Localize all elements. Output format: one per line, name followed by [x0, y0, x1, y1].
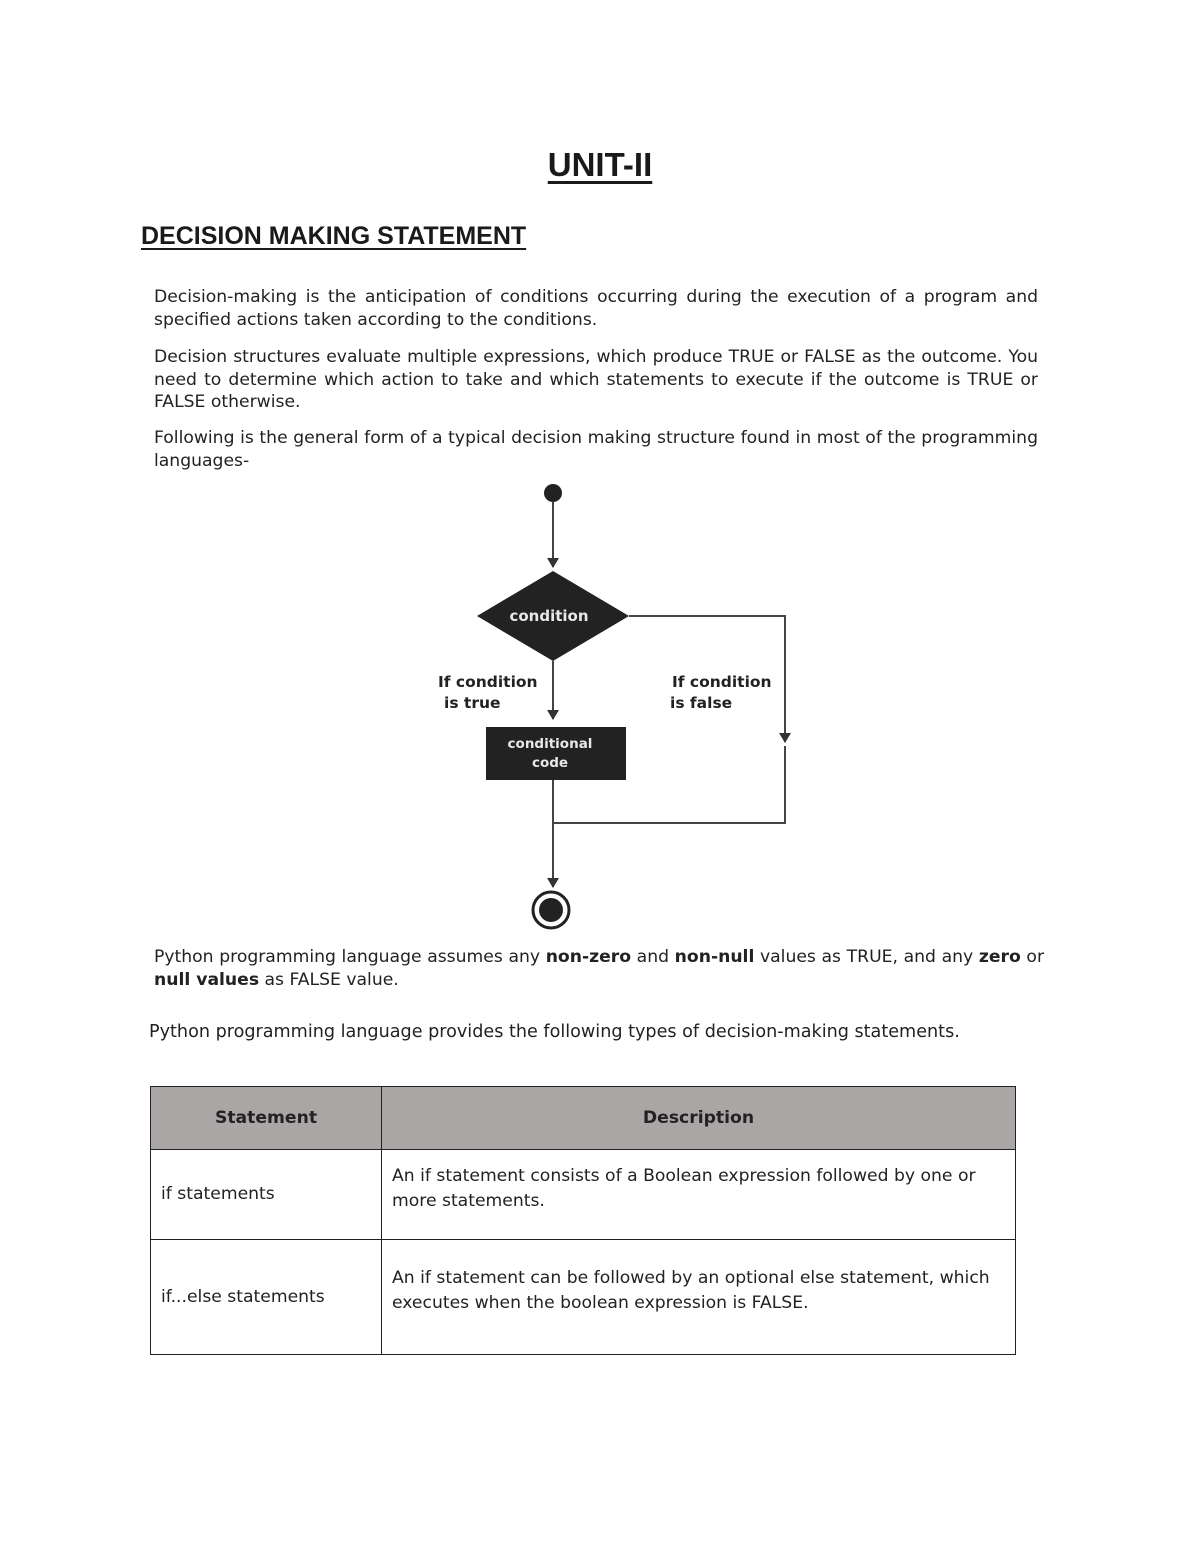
decision-flowchart: [420, 480, 800, 940]
header-description: Description: [382, 1087, 1016, 1150]
true-label-line1: If condition: [438, 673, 538, 691]
truth-values-paragraph: Python programming language assumes any non-zero and non-null values as TRUE, and any zero or null values as FALSE value.: [154, 947, 1045, 990]
false-label-line1: If condition: [672, 673, 772, 691]
section-heading: DECISION MAKING STATEMENT: [141, 222, 527, 250]
start-node: [544, 484, 562, 502]
end-node-inner: [539, 898, 563, 922]
statement-cell: if statements: [151, 1150, 382, 1240]
page-title: UNIT-II: [547, 146, 653, 183]
table-row: [151, 1240, 1016, 1355]
description-cell: An if statement consists of a Boolean expression followed by one or more statements.: [382, 1150, 1016, 1240]
statement-cell: if...else statements: [151, 1240, 382, 1355]
table-header-row: [151, 1087, 1016, 1150]
description-cell: An if statement can be followed by an optional else statement, which executes when the boolean expression is FALSE.: [382, 1240, 1016, 1355]
header-statement: Statement: [151, 1087, 382, 1150]
false-label-line2: is false: [670, 694, 733, 712]
table-row: [151, 1150, 1016, 1240]
decision-structures-paragraph: Decision structures evaluate multiple expressions, which produce TRUE or FALSE as the outcome. You need to determine which action to take and which statements to execute if the outcome is TRUE or FALSE otherwise.: [154, 347, 1038, 412]
decision-statements-table: [150, 1086, 1016, 1355]
condition-label: condition: [509, 607, 589, 625]
general-form-paragraph: Following is the general form of a typical decision making structure found in most of the programming languages-: [154, 428, 1038, 471]
statement-types-paragraph: Python programming language provides the following types of decision-making statements.: [149, 1022, 960, 1042]
code-label-line1: conditional: [507, 736, 593, 752]
intro-paragraph: Decision-making is the anticipation of conditions occurring during the execution of a program and specified actions taken according to the conditions.: [154, 287, 1038, 330]
conditional-code-box: [486, 727, 626, 780]
code-label-line2: code: [531, 755, 569, 771]
true-label-line2: is true: [444, 694, 501, 712]
